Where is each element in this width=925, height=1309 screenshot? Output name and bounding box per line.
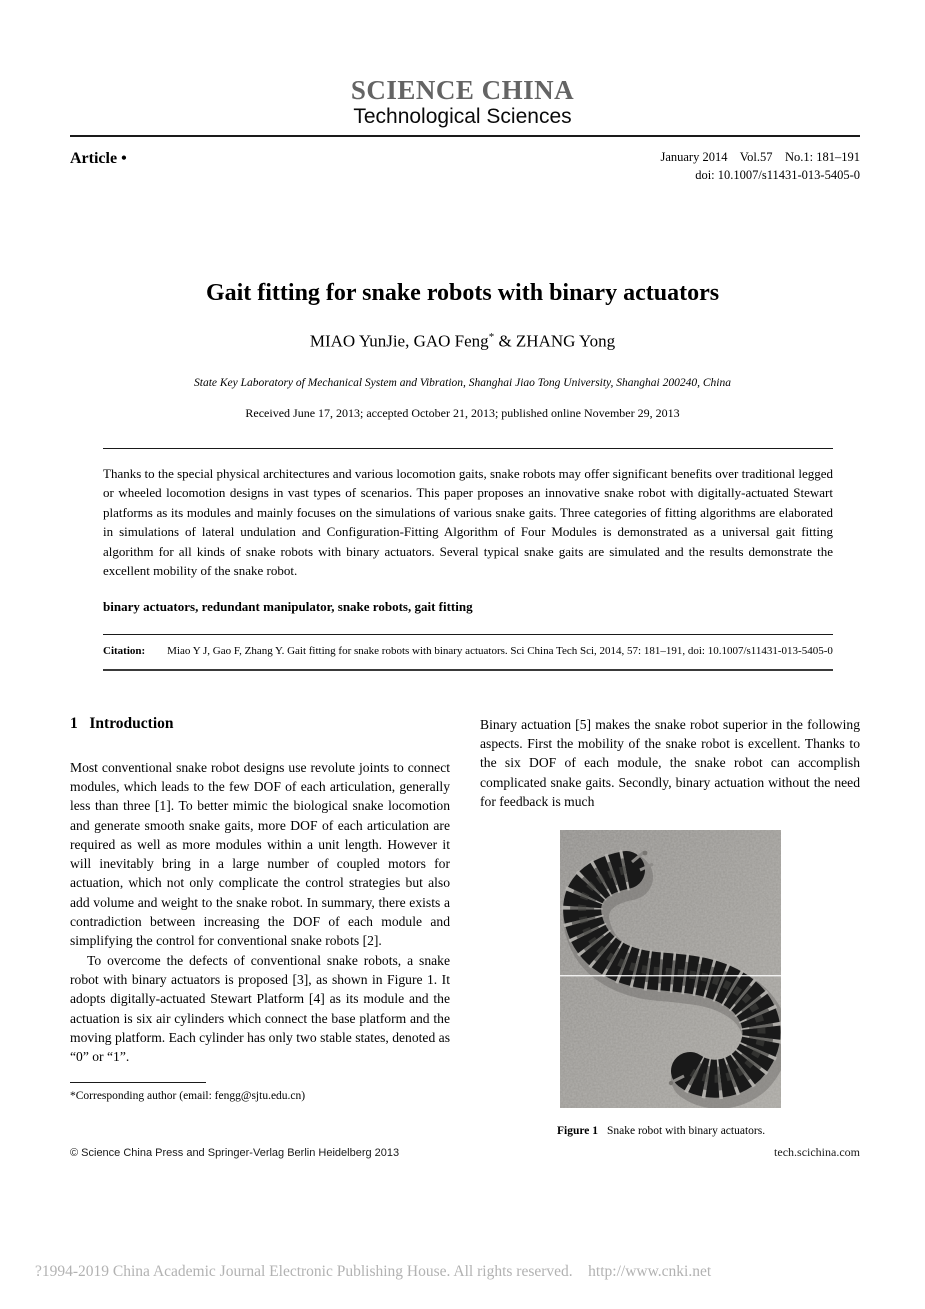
- journal-header: [0, 0, 925, 129]
- intro-paragraph-2: To overcome the defects of conventional snake robots, a snake robot with binary actuators is proposed [3], as shown in Figure 1. It adopts digitally-actuated Stewart Platform [4] as its module and the actuation is six air cylinders which connect the base platform and the moving platform. Each cylinder has only two stable states, denoted as “0” or “1”.: [70, 952, 450, 1065]
- corresponding-author-asterisk: *: [488, 331, 495, 343]
- authors-line: [0, 331, 925, 352]
- corresponding-author-footnote: *Corresponding author (email: fengg@sjtu.edu.cn): [70, 1090, 306, 1103]
- copyright-line: © Science China Press and Springer-Verlag Berlin Heidelberg 2013: [70, 1147, 400, 1159]
- issue-meta: [660, 148, 860, 184]
- page-footer: [70, 1145, 860, 1160]
- footnote-block: [70, 1082, 450, 1102]
- journal-name: SCIENCE CHINA: [350, 75, 575, 105]
- header-rule: [70, 135, 860, 137]
- snake-robot-photo: [560, 830, 781, 1108]
- citation-text: Miao Y J, Gao F, Zhang Y. Gait fitting for snake robots with binary actuators. Sci China Tech Sci, 2014, 57: 181–191, doi: 10.1007/s11431-013-5405-0: [167, 644, 833, 657]
- figure-1-caption: [557, 1125, 860, 1137]
- footnote-rule: [70, 1082, 206, 1083]
- authors-part1: MIAO YunJie, GAO Feng: [309, 331, 489, 351]
- left-column: [70, 715, 450, 1137]
- citation-label: Citation:: [103, 644, 146, 657]
- cnki-watermark: ?1994-2019 China Academic Journal Electronic Publishing House. All rights reserved. http://www.cnki.net: [35, 1263, 712, 1280]
- doi-line: doi: 10.1007/s11431-013-5405-0: [695, 168, 860, 182]
- issue-info: January 2014 Vol.57 No.1: 181–191: [660, 150, 860, 164]
- snake-robot-illustration: [560, 830, 781, 1108]
- intro-paragraph-3: Binary actuation [5] makes the snake robot superior in the following aspects. First the mobility of the snake robot is excellent. Thanks to the six DOF of each module, the snake robot can accomplish complicated snake gaits. Secondly, binary actuation without the need for feedback is much: [480, 716, 860, 809]
- figure-1-block: [480, 830, 860, 1137]
- keywords-line: binary actuators, redundant manipulator, snake robots, gait fitting: [103, 598, 473, 614]
- journal-subtitle: Technological Sciences: [353, 105, 572, 128]
- paper-title: Gait fitting for snake robots with binary actuators: [205, 280, 720, 306]
- abstract-top-rule: [103, 448, 833, 449]
- intro-paragraph-1: Most conventional snake robot designs use revolute joints to connect modules, which leads to the few DOF of each articulation, generally less than three [1]. To better mimic the biological snake locomotion and generate smooth snake gaits, more DOF of each articulation are required as well as more modules within a unit length. However it will inevitably bring in a large number of coupled motors for actuation, which not only complicate the control strategies but also add volume and weight to the snake robot. In summary, there exists a contradiction between increasing the DOF of each module and simplifying the control for conventional snake robots [2].: [70, 759, 450, 949]
- citation-bottom-rule: [103, 669, 833, 671]
- body-columns: [70, 715, 860, 1137]
- authors-part2: & ZHANG Yong: [494, 331, 616, 351]
- article-meta-row: [70, 148, 860, 184]
- figure-1-caption-text: Snake robot with binary actuators.: [607, 1125, 766, 1138]
- received-line: Received June 17, 2013; accepted October 21, 2013; published online November 29, 2013: [245, 405, 680, 420]
- article-type-label: Article •: [70, 150, 127, 167]
- figure-1-caption-label: Figure 1: [557, 1125, 598, 1138]
- affiliation-line: State Key Laboratory of Mechanical System and Vibration, Shanghai Jiao Tong University, Shanghai 200240, China: [194, 376, 731, 389]
- abstract-paragraph: Thanks to the special physical architectures and various locomotion gaits, snake robots may offer significant benefits over traditional legged or wheeled locomotion designs in vast types of scenarios. This paper proposes an innovative snake robot with digitally-actuated Stewart platforms as its modules and mainly focuses on the simulations of various snake gaits. Three categories of fitting algorithms are elaborated in simulations of lateral undulation and Configuration-Fitting Algorithm of Four Modules is demonstrated as a universal gait fitting algorithm for all kinds of snake robots with binary actuators. Several typical snake gaits are simulated and the results demonstrate the excellent mobility of the snake robot.: [103, 465, 833, 579]
- right-column: [480, 715, 860, 1137]
- citation-top-rule: [103, 634, 833, 635]
- citation-row: [103, 644, 833, 659]
- section-heading-introduction: 1 Introduction: [70, 714, 174, 732]
- journal-website: tech.scichina.com: [774, 1145, 860, 1159]
